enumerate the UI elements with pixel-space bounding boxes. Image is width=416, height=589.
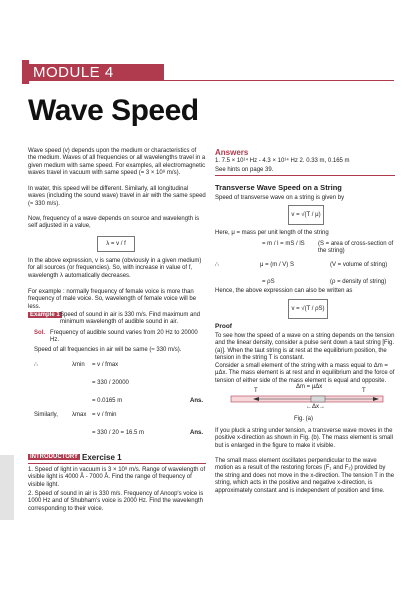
lambda-min-eq1: = v / fmax [92,362,119,368]
intro-paragraph: Wave speed (v) depends upon the medium or characteristics of the medium. Waves of all frequencies or all wavelengths travel in a given medium with same speed. For examples, all electromagnetic waves travel in vacuum with same speed (= 3 × 10⁸ m/s). [28,148,206,177]
side-margin-bar [0,455,14,520]
mu-equation-2: μ = (m / V) S [260,262,294,268]
lambda-min-eq3: = 0.0165 m [92,398,123,404]
figure-mass-label: Δm = μΔx [296,384,323,390]
example-badge: Example 1 [30,312,60,318]
proof-paragraph-4: The small mass element oscillates perpendicular to the wave motion as a result of the restoring forces (F₁ and F₂) provided by the string and does not move in the x-direction. The tension T in the string, which acts in the positive and negative x-direction, is approximately constant and is independent of position and time. [215,458,395,494]
mass-element [311,396,325,402]
exercise-question-2: 2. Speed of sound in air is 330 m/s. Frequency of Anoop's voice is 1000 Hz and of Shubham's voice is 2000 Hz. Find the wavelength corresponding to their voice. [28,491,204,512]
figure-tension-label-right: T [362,388,366,394]
therefore-symbol: ∴ [34,362,38,368]
proof-paragraph-1: To see how the speed of a wave on a string depends on the tension and the linear density, consider a pulse sent down a taut string [Fig.(a)]. When the taut string is at rest at the equilibrium position, the tension in the string T is constant. [215,333,395,362]
mu-equation-3-note: (ρ = density of string) [330,279,387,285]
exercise-badge: INTRODUCTORY [30,454,78,460]
lambda-min-label: λmin [72,362,85,368]
mu-equation-3: = ρS [262,279,275,285]
solution-label: Sol. [34,330,46,336]
answers-rule [215,175,395,176]
section-title: Transverse Wave Speed on a String [215,183,342,192]
mu-definition: Here, μ = mass per unit length of the string [215,230,329,236]
lambda-max-label: λmax [72,412,87,418]
answer-mark-2: Ans. [190,430,204,436]
figure-tension-label-left: T [254,388,258,394]
exercise-rule [28,463,206,464]
page-title: Wave Speed [28,94,199,127]
expression-intro: Hence, the above expression can also be written as [215,288,353,294]
solution-text: Frequency of audible sound varies from 20 Hz to 20000 Hz. [50,330,198,344]
answers-title: Answers [215,148,249,157]
solution-text-2: Speed of all frequencies in air will be same (≈ 330 m/s). [34,347,182,353]
example-text: Speed of sound in air is 330 m/s. Find maximum and minimum wavelength of audible sound in air. [60,312,201,326]
paragraph-example-voice: For example : normally frequency of female voice is more than frequency of male voice. So, wavelength of female voice will be less. [28,289,197,310]
header-rule [164,80,394,81]
figure-caption: Fig. (a) [294,416,314,422]
formula-wavelength: λ = v / f [97,236,135,252]
formula-wave-speed: v = √(T / μ) [288,205,324,225]
answer-mark-1: Ans. [190,398,204,404]
proof-paragraph-2: Consider a small element of the string with a mass equal to Δm = μΔx. The mass element is at rest and in equilibrium and the force of tension of either side of the mass element is equal and opposite. [215,363,395,384]
lambda-min-eq2: = 330 / 20000 [92,380,129,386]
proof-paragraph-3: If you pluck a string under tension, a transverse wave moves in the positive x-direction as shown in Fig. (b). The mass element is small but is enlarged in the figure to make it visible. [215,428,393,449]
answers-text: 1. 7.5 × 10¹⁴ Hz - 4.3 × 10¹⁴ Hz 2. 0.33 m, 0.165 m [215,158,350,164]
lambda-max-eq2: = 330 / 20 = 16.5 m [92,430,145,436]
exercise-title: Exercise 1 [82,453,122,462]
section-intro: Speed of transverse wave on a string is given by [215,195,345,201]
module-label: MODULE 4 [33,64,114,81]
formula-wave-speed-density: v = √(T / ρS) [288,299,328,319]
paragraph-water: In water, this speed will be different. Similarly, all longitudinal waves (including the sound wave) travel in air with the same speed (≈ 330 m/s). [28,186,206,207]
similarly-label: Similarly, [34,412,58,418]
hint-text: See hints on page 39. [215,167,274,173]
paragraph-frequency: Now, frequency of a wave depends on source and wavelength is self adjusted in a value, [28,216,200,230]
paragraph-expression: In the above expression, v is same (obviously in a given medium) for all sources (or frequencies). So, with increase in value of f, wavelength λ automatically decreases. [28,258,202,279]
figure-dx-label: ←Δx→ [306,404,326,410]
mu-equation-1-note: (S = area of cross-section of the string) [318,241,394,255]
proof-title: Proof [215,323,232,330]
therefore-symbol-right: ∴ [215,262,219,268]
exercise-question-1: 1. Speed of light in vacuum is 3 × 10⁸ m/s. Range of wavelength of visible light is 4000 Å - 7000 Å. Find the range of frequency of visible light. [28,467,206,488]
mu-equation-1: = m / l = mS / lS [262,241,305,247]
lambda-max-eq1: = v / fmin [92,412,117,418]
mu-equation-2-note: (V = volume of string) [330,262,388,268]
